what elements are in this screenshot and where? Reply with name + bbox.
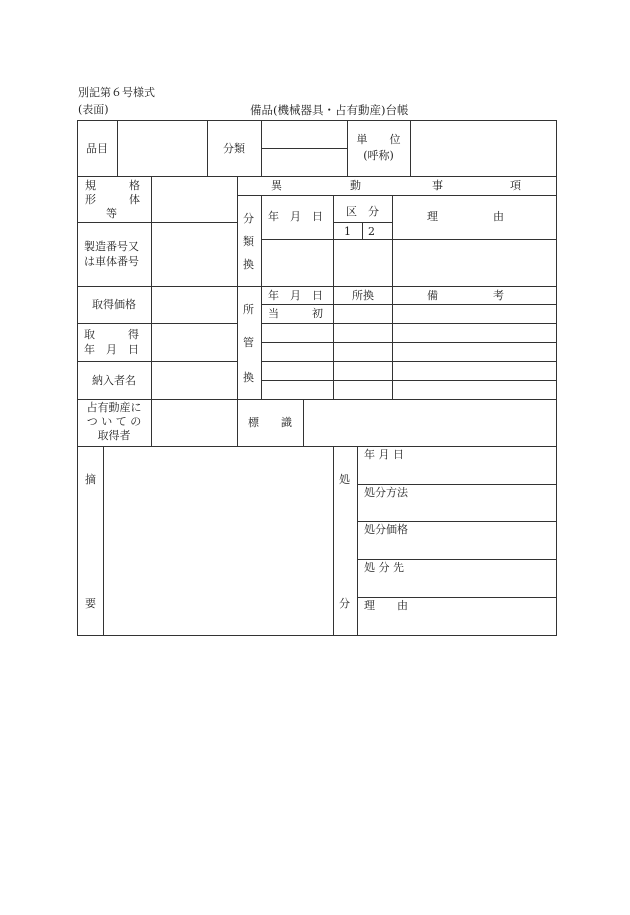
spec-label-1: 規 格 <box>85 179 140 192</box>
reclass-division-1: 1 <box>344 225 351 238</box>
spec-label-2: 形 体 <box>85 193 140 206</box>
reclass-side-2: 類 <box>243 235 254 248</box>
spec-label-3: 等 <box>106 207 117 220</box>
reclass-division-label: 区 分 <box>346 205 379 218</box>
reclass-side-3: 換 <box>243 258 254 271</box>
form-title: 備品(機械器具・占有動産)台帳 <box>250 103 409 117</box>
transfer-date-label: 年 月 日 <box>268 289 323 302</box>
owner-label-3: 取得者 <box>97 429 131 442</box>
summary-char-bottom: 要 <box>85 597 96 610</box>
transfer-side-2: 管 <box>243 336 254 349</box>
unit-sub-label: (呼称) <box>363 149 394 162</box>
supplier-label: 納入者名 <box>92 374 136 387</box>
disposal-reason-label: 理 由 <box>364 599 408 612</box>
changes-header-1: 異 <box>271 179 282 192</box>
transfer-side-1: 所 <box>243 303 254 316</box>
category-label: 分類 <box>223 142 245 155</box>
price-label: 取得価格 <box>92 298 136 311</box>
transfer-initial-label: 当 初 <box>268 307 323 320</box>
marking-label: 標 識 <box>248 416 292 429</box>
transfer-remarks-label: 備 考 <box>427 289 504 302</box>
transfer-label: 所換 <box>352 289 374 302</box>
disposal-char-top: 処 <box>339 473 350 486</box>
acquired-label-2: 年 月 日 <box>84 343 139 356</box>
disposal-date-label: 年 月 日 <box>364 448 404 461</box>
changes-header-4: 項 <box>510 179 521 192</box>
reclass-division-2: 2 <box>368 225 375 238</box>
disposal-char-bottom: 分 <box>339 597 350 610</box>
disposal-recipient-label: 処 分 先 <box>364 561 404 574</box>
disposal-method-label: 処分方法 <box>364 486 408 499</box>
owner-label-1: 占有動産に <box>86 401 142 414</box>
changes-header-2: 動 <box>350 179 361 192</box>
form-number: 別記第６号様式 <box>78 86 155 99</box>
serial-label-1: 製造番号又 <box>84 240 139 253</box>
transfer-side-3: 換 <box>243 371 254 384</box>
form-side: (表面) <box>78 103 109 116</box>
serial-label-2: は車体番号 <box>84 255 139 268</box>
acquired-label-1: 取 得 <box>84 328 139 341</box>
unit-label: 単 位 <box>356 133 401 146</box>
changes-header-3: 事 <box>432 179 443 192</box>
reclass-reason-label: 理 由 <box>427 210 504 223</box>
reclass-date-label: 年 月 日 <box>268 210 323 223</box>
reclass-side-1: 分 <box>243 212 254 225</box>
disposal-price-label: 処分価格 <box>364 523 408 536</box>
summary-char-top: 摘 <box>85 473 96 486</box>
owner-label-2: つ い て の <box>86 415 142 428</box>
item-label: 品目 <box>86 142 108 155</box>
